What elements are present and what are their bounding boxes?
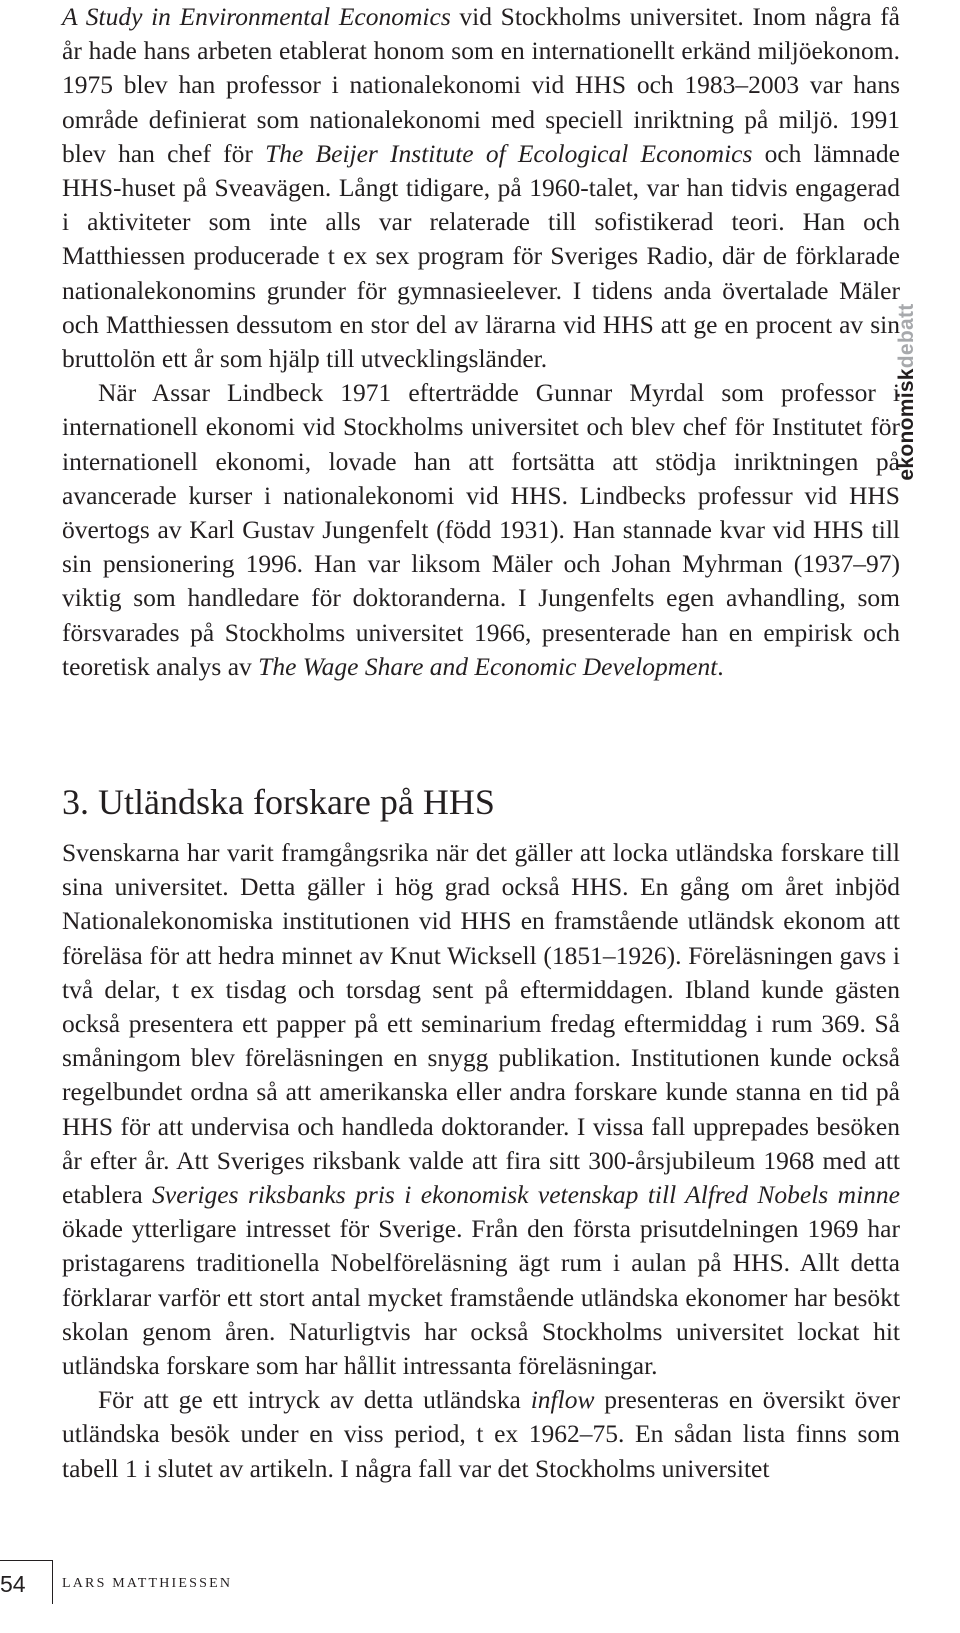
paragraph (62, 0, 900, 376)
text-run: När Assar Lindbeck 1971 efterträdde Gunnar Myrdal som professor i internationell ekonomi vid Stockholms universitet och blev chef för Institutet för internationell ekonomi, lovade han att fortsätta att stödja inriktningen på avancerade kurser i nationalekonomi vid HHS. Lindbecks professur vid HHS övertogs av Karl Gustav Jungenfelt (född 1931). Han stannade kvar vid HHS till sin pensionering 1996. Han var liksom Mäler och Johan Myhrman (1937–97) viktig som handledare för doktoranderna. I Jungenfelts egen avhandling, som försvarades på Stockholms universitet 1966, presenterade han en empirisk och teoretisk analys av (62, 378, 900, 681)
page-number: 54 (0, 1571, 26, 1597)
footer-rule (0, 1560, 52, 1561)
text-run: För att ge ett intryck av detta utländska (98, 1385, 531, 1415)
italic-text-run: A Study in Environmental Economics (62, 2, 451, 31)
journal-side-label (895, 303, 919, 480)
text-run: . (717, 651, 724, 681)
italic-text-run: The Wage Share and Economic Development (258, 651, 718, 681)
paragraph (62, 1383, 900, 1486)
paragraph (62, 376, 900, 684)
italic-text-run: The Beijer Institute of Ecological Economics (265, 138, 753, 168)
paragraph (62, 836, 900, 1383)
text-run: vid Stockholms universitet. Inom några få år hade hans arbeten etablerat honom som en internationellt erkänd miljöekonom. 1975 blev han professor i nationalekonomi vid HHS och 1983–2003 var hans område definierat som nationalekonomi med speciell inriktning på miljö. 1991 blev han chef för (62, 2, 900, 168)
italic-text-run: Sveriges riksbanks pris i ekonomisk vetenskap till Alfred Nobels minne (152, 1180, 900, 1210)
section-heading: 3. Utländska forskare på HHS (62, 782, 495, 822)
body-text-top (62, 0, 900, 684)
body-text-bottom (62, 836, 900, 1486)
text-run: Svenskarna har varit framgångsrika när det gäller att locka utländska forskare till sina universitet. Detta gäller i hög grad också HHS. En gång om året inbjöd Nationalekonomiska institutionen vid HHS en framstående utländsk ekonom att föreläsa för att hedra minnet av Knut Wicksell (1851–1926). Föreläsningen gavs i två delar, t ex tisdag och torsdag sent på eftermiddagen. Ibland kunde gästen också presentera ett papper på ett seminarium fredag eftermiddag i rum 369. Så småningom blev föreläsningen en snygg publikation. Institutionen kunde också regelbundet ordna så att amerikanska eller andra forskare kunde stanna en tid på HHS för att undervisa och handleda doktorander. I vissa fall upprepades besöken år efter år. Att Sveriges riksbank valde att fira sitt 300-årsjubileum 1968 med att etablera (62, 838, 900, 1210)
text-run: ökade ytterligare intresset för Sverige. Från den första prisutdelningen 1969 har pristagarens traditionella Nobelföreläsning ägt rum i aulan på HHS. Allt detta förklarar varför ett stort antal mycket framstående utländska ekonomer har besökt skolan genom åren. Naturligtvis har också Stockholms universitet lockat hit utländska forskare som har hållit intressanta föreläsningar. (62, 1214, 900, 1381)
journal-label-light: debatt (895, 303, 918, 369)
running-footer-author: LARS MATTHIESSEN (62, 1576, 233, 1591)
text-run: presenteras en översikt över utländska besök under en viss period, t ex 1962–75. En sådan lista finns som tabell 1 i slutet av artikeln. I några fall var det Stockholms universitet (62, 1385, 900, 1483)
footer-divider (52, 1560, 53, 1604)
journal-label-bold: ekonomisk (895, 368, 918, 481)
italic-text-run: inflow (530, 1385, 595, 1415)
text-run: och lämnade HHS-huset på Sveavägen. Långt tidigare, på 1960-talet, var han tidvis engagerad i aktiviteter som inte alls var relaterade till sofistikerad teori. Han och Matthiessen producerade t ex sex program för Sveriges Radio, där de förklarade nationalekonomins grunder för gymnasieelever. I tidens anda övertalade Mäler och Matthiessen dessutom en stor del av lärarna vid HHS att ge en procent av sin bruttolön ett år som hjälp till utvecklingsländer. (62, 138, 900, 374)
